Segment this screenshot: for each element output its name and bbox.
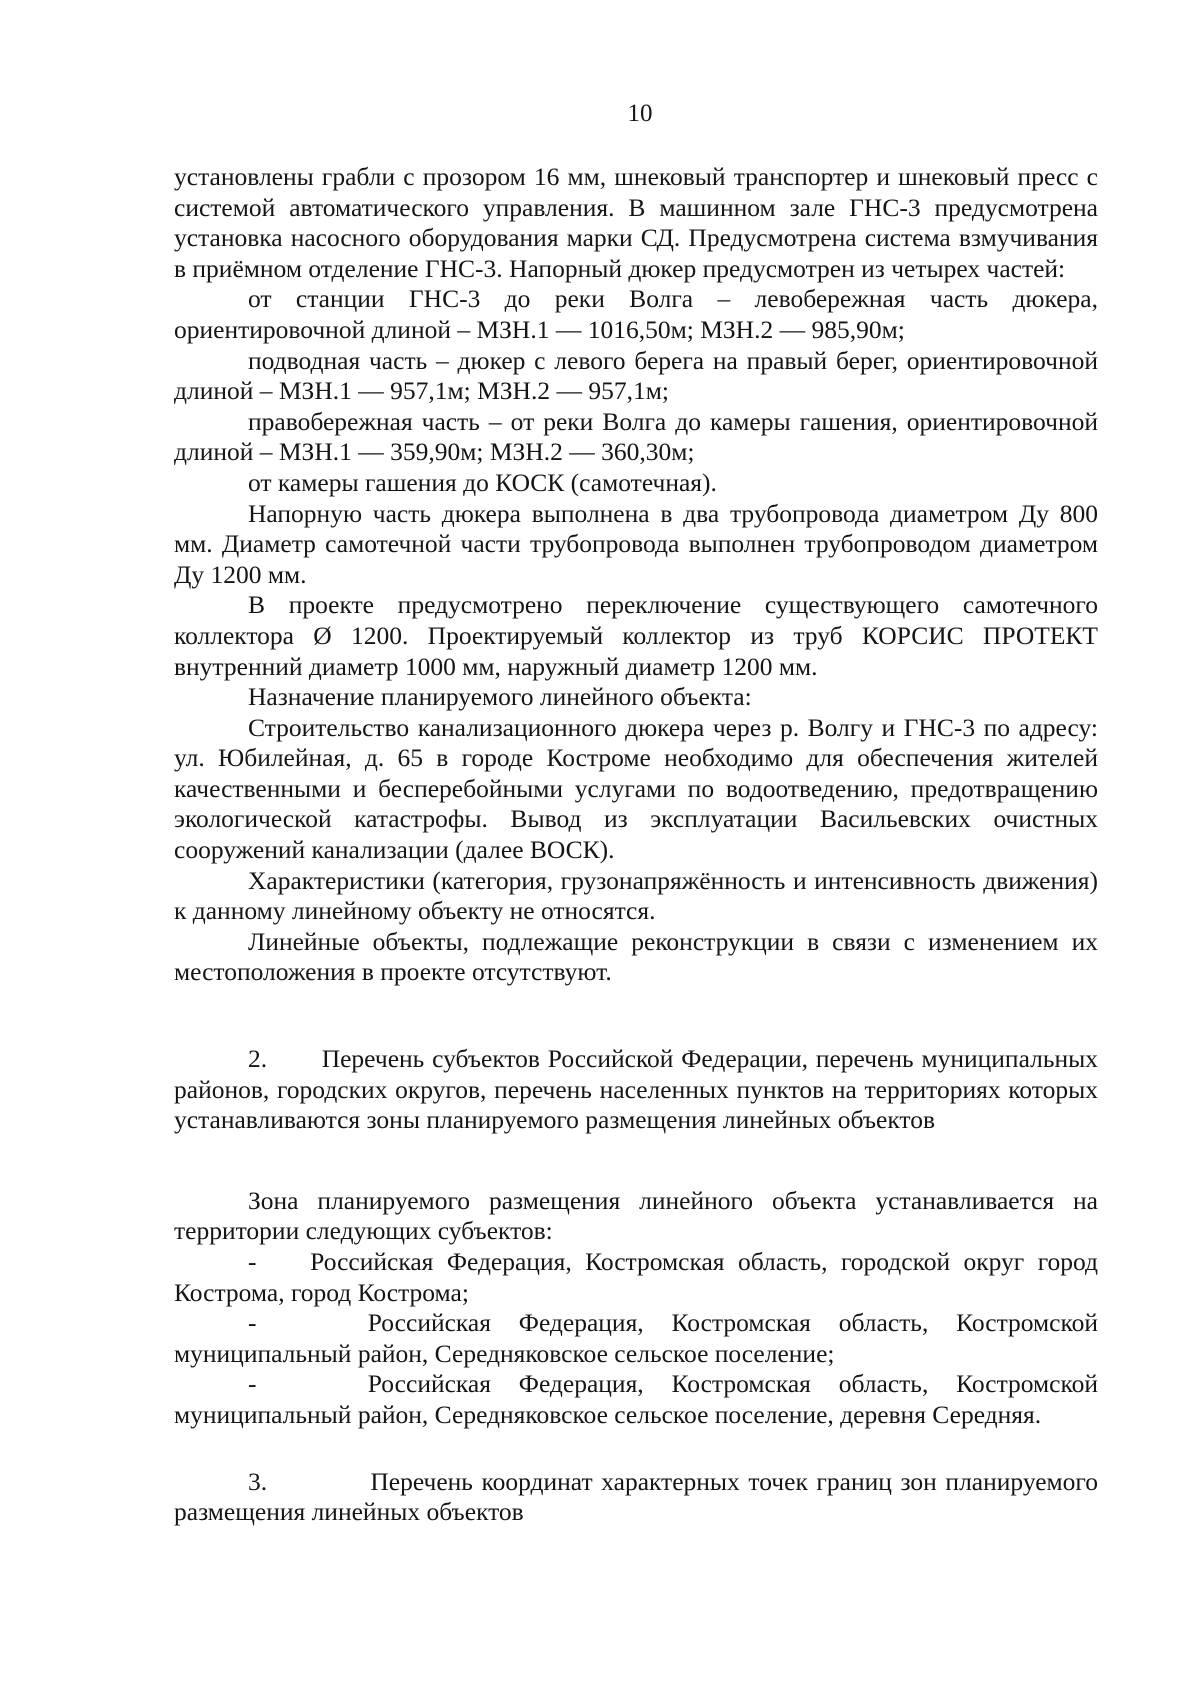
list-item bbox=[174, 1369, 1098, 1430]
list-item bbox=[174, 1308, 1098, 1369]
list-item-text: Российская Федерация, Костромская область, Костромской муниципальный район, Середняковское сельское поселение, деревня Середняя. bbox=[174, 1369, 1098, 1429]
paragraph: Назначение планируемого линейного объекта: bbox=[248, 682, 752, 712]
paragraph: правобережная часть – от реки Волга до камеры гашения, ориентировочной длиной – МЗН.1 — 359,90м; МЗН.2 — 360,30м; bbox=[174, 406, 1098, 467]
paragraph: Напорную часть дюкера выполнена в два трубопровода диаметром Ду 800 мм. Диаметр самотечной части трубопровода выполнен трубопроводом диаметром Ду 1200 мм. bbox=[174, 498, 1098, 589]
paragraph: установлены грабли с прозором 16 мм, шнековый транспортер и шнековый пресс с системой автоматического управления. В машинном зале ГНС-3 предусмотрена установка насосного оборудования марки СД. Предусмотрена система взмучивания в приёмном отделение ГНС-3. Напорный дюкер предусмотрен из четырех частей: bbox=[174, 162, 1098, 283]
list-item-text: Российская Федерация, Костромская область, городской округ город Кострома, город Кострома; bbox=[174, 1247, 1099, 1307]
paragraph: от камеры гашения до КОСК (самотечная). bbox=[248, 467, 717, 497]
paragraph: В проекте предусмотрено переключение существующего самотечного коллектора Ø 1200. Проектируемый коллектор из труб КОРСИС ПРОТЕКТ внутренний диаметр 1000 мм, наружный диаметр 1200 мм. bbox=[174, 590, 1098, 681]
paragraph: Строительство канализационного дюкера через р. Волгу и ГНС-3 по адресу: ул. Юбилейная, д. 65 в городе Костроме необходимо для обеспечения жителей качественными и бесперебойными услугами по водоотведению, предотвращению экологической катастрофы. Вывод из эксплуатации Васильевских очистных сооружений канализации (далее ВОСК). bbox=[174, 712, 1098, 865]
paragraph: от станции ГНС-3 до реки Волга – левобережная часть дюкера, ориентировочной длиной – МЗН.1 — 1016,50м; МЗН.2 — 985,90м; bbox=[174, 284, 1098, 344]
bullet-marker: - bbox=[248, 1369, 257, 1399]
section-number: 3. bbox=[248, 1466, 268, 1496]
section-3-heading bbox=[174, 1467, 1098, 1528]
list-item bbox=[174, 1247, 1098, 1308]
bullet-marker: - bbox=[248, 1308, 257, 1338]
paragraph: Характеристики (категория, грузонапряжённость и интенсивность движения) к данному линейному объекту не относятся. bbox=[174, 865, 1098, 926]
paragraph: Линейные объекты, подлежащие реконструкции в связи с изменением их местоположения в проекте отсутствуют. bbox=[174, 926, 1098, 987]
page-number: 10 bbox=[627, 100, 653, 127]
bullet-marker: - bbox=[248, 1247, 257, 1276]
paragraph: подводная часть – дюкер с левого берега на правый берег, ориентировочной длиной – МЗН.1 — 957,1м; МЗН.2 — 957,1м; bbox=[174, 345, 1098, 406]
list-item-text: Российская Федерация, Костромская область, Костромской муниципальный район, Середняковское сельское поселение; bbox=[174, 1308, 1098, 1368]
section-title: Перечень координат характерных точек границ зон планируемого размещения линейных объектов bbox=[174, 1466, 1099, 1527]
section-title: Перечень субъектов Российской Федерации, перечень муниципальных районов, городских округов, перечень населенных пунктов на территориях которых устанавливаются зоны планируемого размещения линейных объектов bbox=[174, 1044, 1098, 1135]
section-number: 2. bbox=[248, 1044, 268, 1074]
section-2-heading bbox=[174, 1044, 1098, 1136]
zone-intro-paragraph: Зона планируемого размещения линейного объекта устанавливается на территории следующих субъектов: bbox=[174, 1185, 1098, 1246]
document-body bbox=[174, 162, 1098, 1528]
